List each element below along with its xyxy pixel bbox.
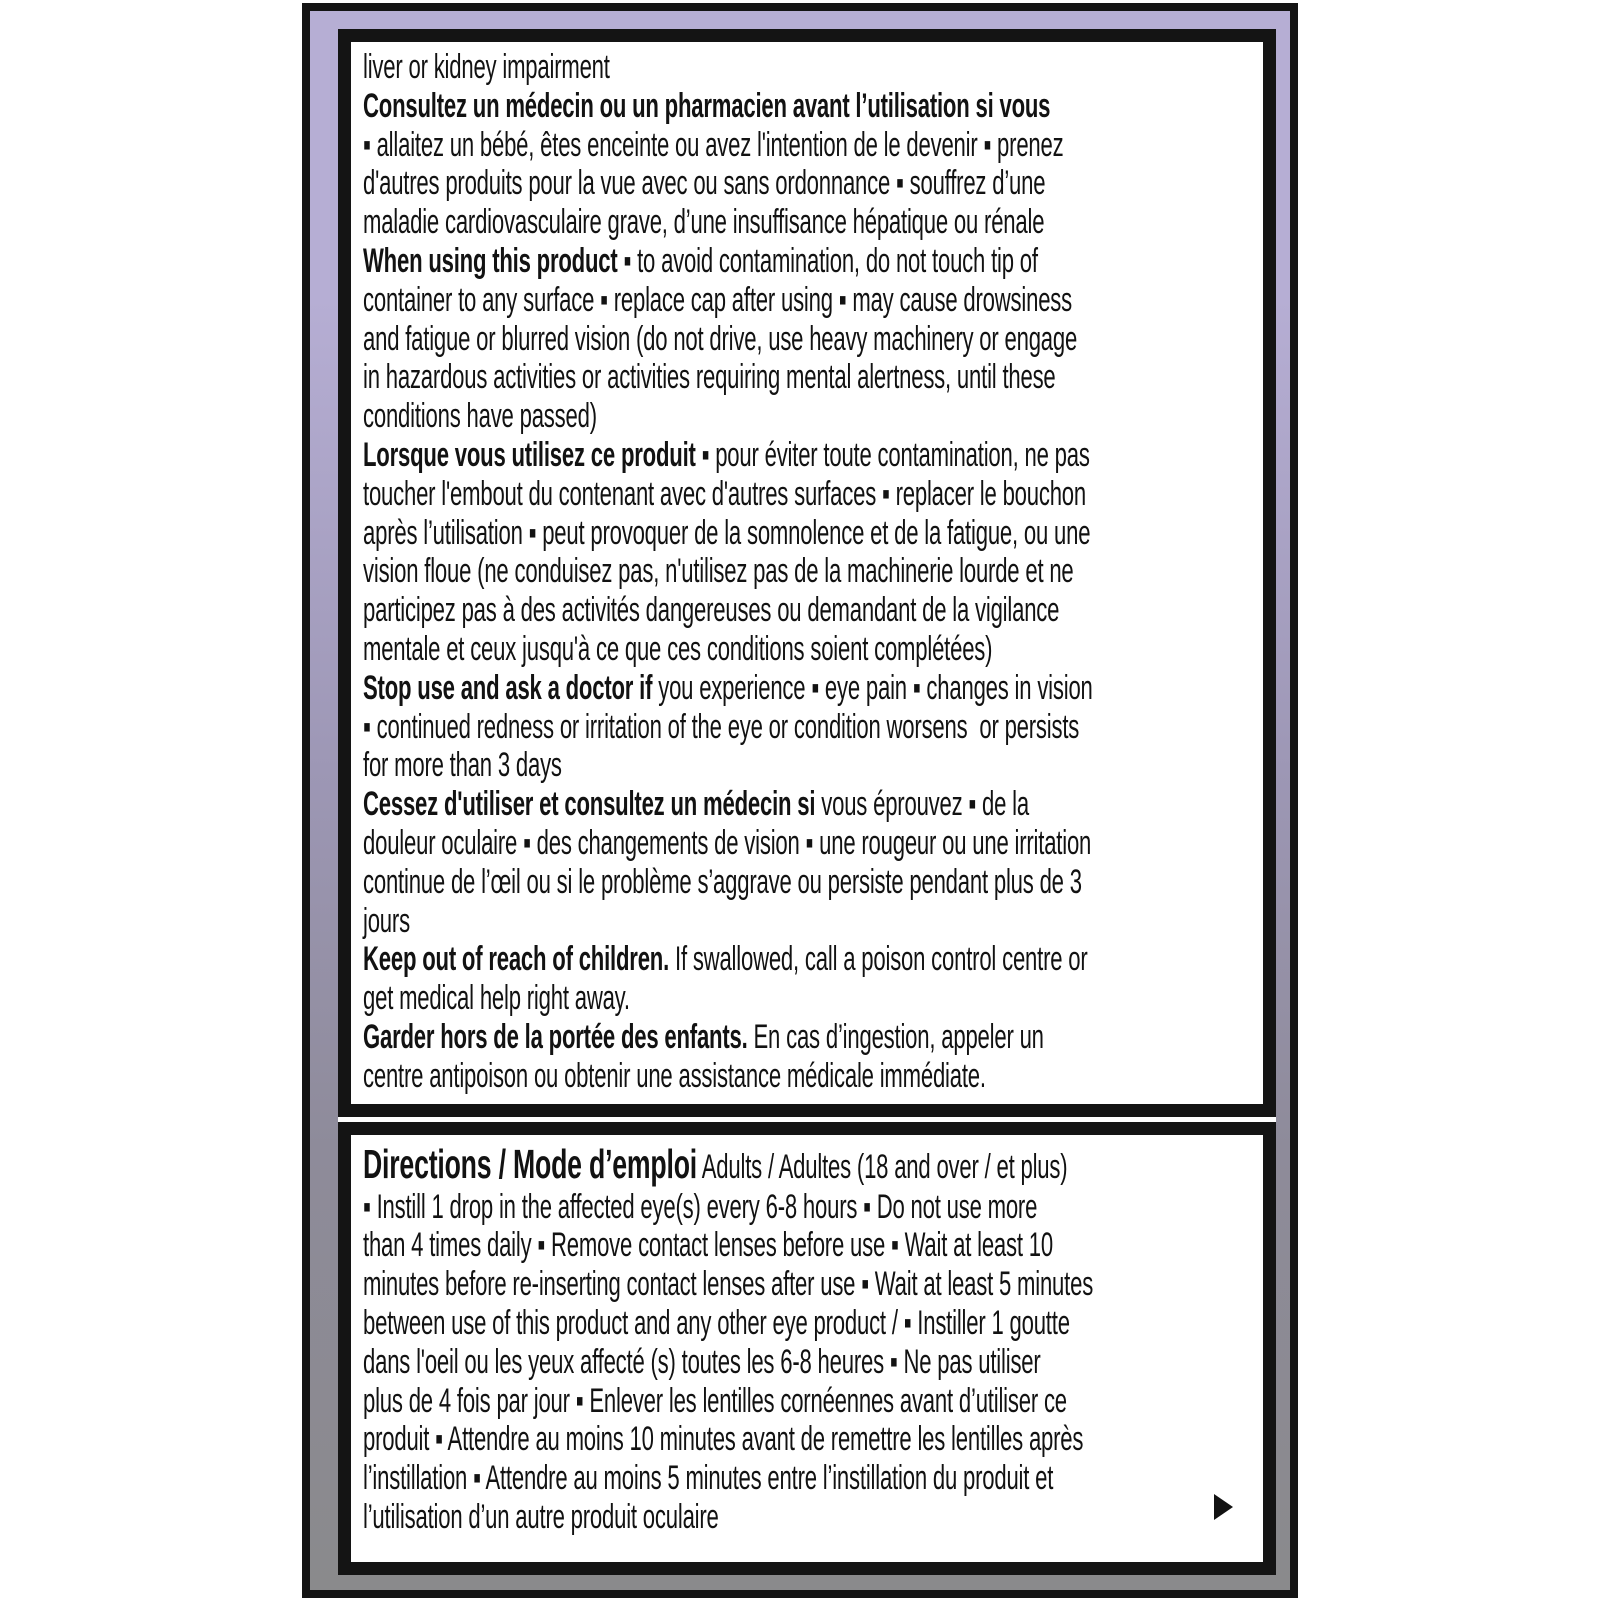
label-text-line: Lorsque vous utilisez ce produit ▪ pour éviter toute contamination, ne pas (363, 435, 1090, 474)
label-text-line: produit ▪ Attendre au moins 10 minutes avant de remettre les lentilles après (363, 1420, 1084, 1459)
label-text-line: dans l'oeil ou les yeux affecté (s) toutes les 6-8 heures ▪ Ne pas utiliser (363, 1342, 1041, 1381)
directions-section (338, 1122, 1276, 1575)
label-text-line: continue de l’œil ou si le problème s’aggrave ou persiste pendant plus de 3 (363, 862, 1082, 901)
label-text-line: jours (363, 901, 410, 940)
label-text-line: Cessez d'utiliser et consultez un médecin si vous éprouvez ▪ de la (363, 785, 1029, 824)
label-text-line: conditions have passed) (363, 397, 597, 436)
label-text-line: ▪ continued redness or irritation of the eye or condition worsens or persists (363, 707, 1080, 746)
label-text-line: between use of this product and any other eye product / ▪ Instiller 1 goutte (363, 1303, 1070, 1342)
label-text-line: d'autres produits pour la vue avec ou sans ordonnance ▪ souffrez d’une (363, 164, 1046, 203)
label-text-line: l’instillation ▪ Attendre au moins 5 minutes entre l’instillation du produit et (363, 1459, 1054, 1498)
label-text-line: plus de 4 fois par jour ▪ Enlever les lentilles cornéennes avant d’utiliser ce (363, 1381, 1067, 1420)
label-text-line: centre antipoison ou obtenir une assistance médicale immédiate. (363, 1056, 986, 1095)
label-text-line: in hazardous activities or activities requiring mental alertness, until these (363, 358, 1056, 397)
label-text-line: vision floue (ne conduisez pas, n'utilisez pas de la machinerie lourde et ne (363, 552, 1074, 591)
label-boxes (338, 29, 1276, 1575)
label-text-line: minutes before re-inserting contact lenses after use ▪ Wait at least 5 minutes (363, 1265, 1094, 1304)
label-text-line: Keep out of reach of children. If swallowed, call a poison control centre or (363, 940, 1088, 979)
label-text-line: liver or kidney impairment (363, 48, 610, 86)
label-text-line: than 4 times daily ▪ Remove contact lenses before use ▪ Wait at least 10 (363, 1226, 1053, 1265)
label-text-line: Garder hors de la portée des enfants. En cas d’ingestion, appeler un (363, 1017, 1044, 1056)
label-text-line: l’utilisation d’un autre produit oculaire (363, 1497, 719, 1536)
drug-label-panel (302, 3, 1298, 1598)
label-text-line: participez pas à des activités dangereuses ou demandant de la vigilance (363, 591, 1060, 630)
next-panel-arrow-icon (1214, 1494, 1233, 1520)
label-text-line: When using this product ▪ to avoid contamination, do not touch tip of (363, 241, 1038, 280)
label-text-line: maladie cardiovasculaire grave, d’une insuffisance hépatique ou rénale (363, 203, 1045, 242)
label-text-line: ▪ Instill 1 drop in the affected eye(s) every 6-8 hours ▪ Do not use more (363, 1187, 1038, 1226)
label-text-line: Directions / Mode d’emploi Adults / Adultes (18 and over / et plus) (363, 1140, 1068, 1187)
label-text-line: and fatigue or blurred vision (do not drive, use heavy machinery or engage (363, 319, 1078, 358)
label-text-line: ▪ allaitez un bébé, êtes enceinte ou avez l'intention de le devenir ▪ prenez (363, 125, 1064, 164)
label-text-line: après l’utilisation ▪ peut provoquer de la somnolence et de la fatigue, ou une (363, 513, 1091, 552)
label-text-line: Consultez un médecin ou un pharmacien avant l’utilisation si vous (363, 86, 1051, 125)
label-text-line: mentale et ceux jusqu'à ce que ces conditions soient complétées) (363, 629, 993, 668)
label-text-line: get medical help right away. (363, 979, 630, 1018)
label-text-line: toucher l'embout du contenant avec d'autres surfaces ▪ replacer le bouchon (363, 474, 1087, 513)
warnings-section (338, 29, 1276, 1117)
label-text-line: container to any surface ▪ replace cap after using ▪ may cause drowsiness (363, 280, 1073, 319)
label-text-line: douleur oculaire ▪ des changements de vision ▪ une rougeur ou une irritation (363, 823, 1092, 862)
label-text-line: Stop use and ask a doctor if you experience ▪ eye pain ▪ changes in vision (363, 668, 1093, 707)
label-text-line: for more than 3 days (363, 746, 562, 785)
